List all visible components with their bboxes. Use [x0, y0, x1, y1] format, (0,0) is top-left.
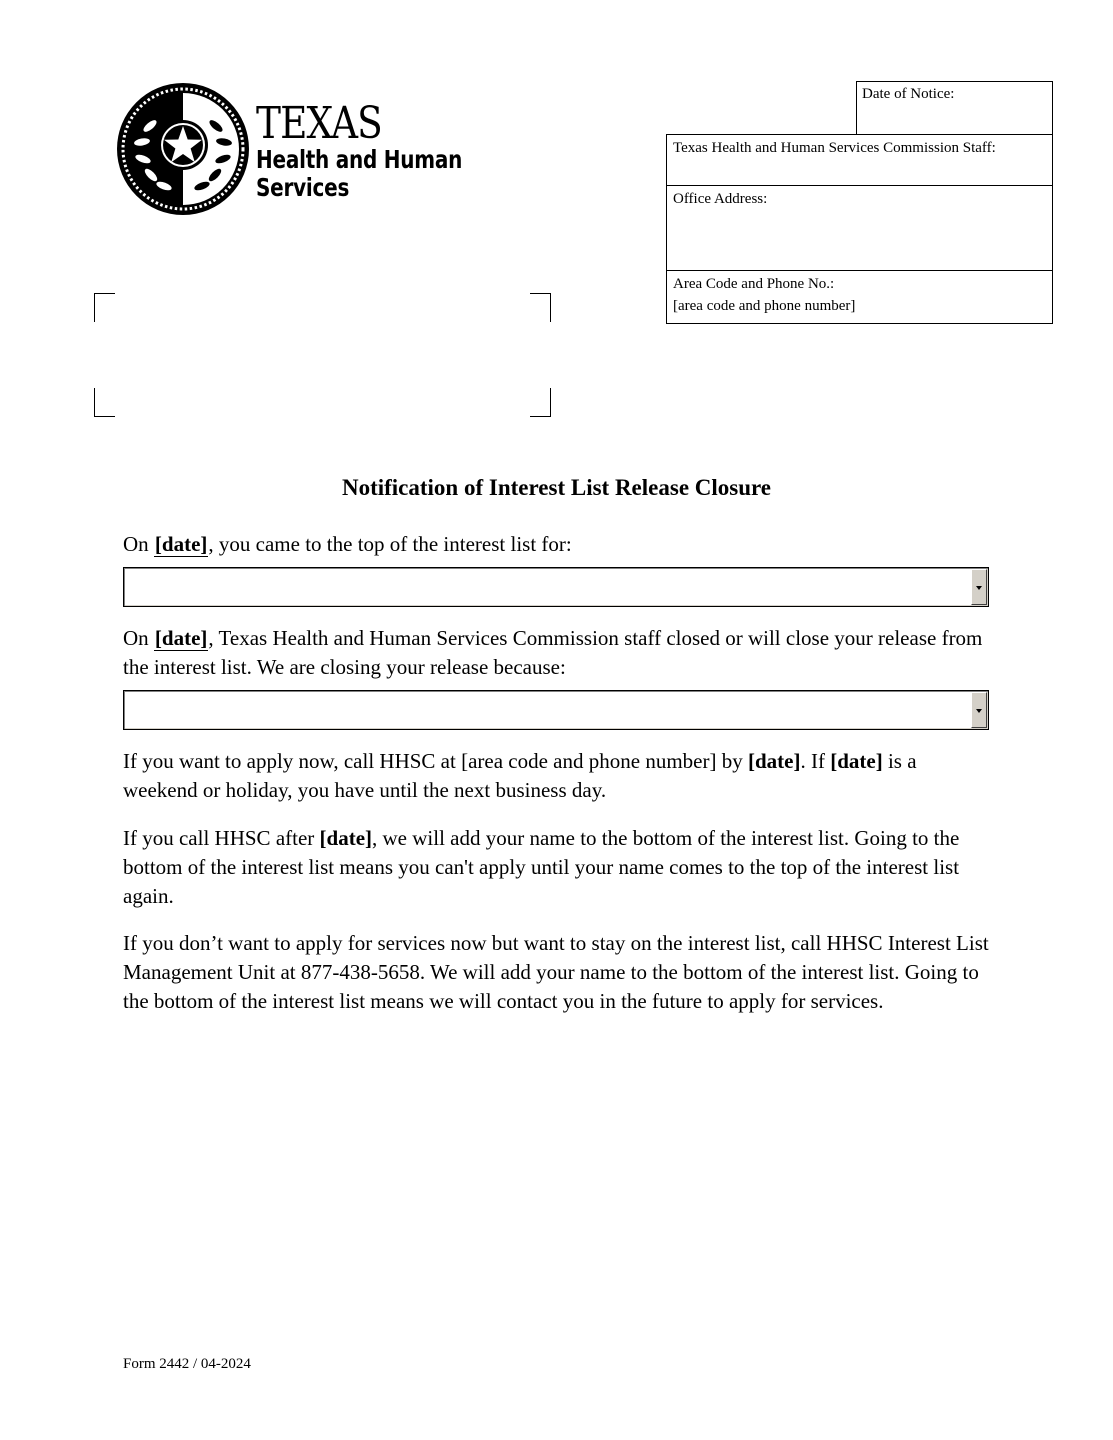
logo-subtitle-line2: Services	[256, 173, 350, 202]
text: If you call HHSC after	[123, 826, 320, 850]
text: On	[123, 626, 154, 650]
paragraph-stay-on-list: If you don’t want to apply for services now but want to stay on the interest list, call HHSC Interest List Management Unit at 877-438-5658. We will add your name to the bottom of the interest list. Going to the bottom of the interest list means we will contact you in the future to apply for services.	[123, 931, 989, 1013]
office-address-label: Office Address:	[673, 191, 768, 207]
date-field-3: [date]	[747, 749, 801, 773]
form-number: Form 2442 / 04-2024	[123, 1356, 251, 1372]
phone-field[interactable]	[667, 270, 1052, 323]
date-field-1[interactable]: [date]	[154, 532, 208, 556]
date-of-notice-box[interactable]	[856, 81, 1053, 135]
text: , we will add your name to the bottom of the interest list. Going to the bottom of the interest list means you can't apply until your name comes to the top of the interest list again.	[123, 826, 960, 908]
address-window-corner-top-right	[530, 293, 551, 322]
chevron-down-icon	[976, 709, 982, 713]
address-window-corner-bottom-right	[530, 388, 551, 417]
date-of-notice-label: Date of Notice:	[862, 86, 955, 102]
staff-label: Texas Health and Human Services Commission Staff:	[673, 140, 996, 156]
text: On	[123, 532, 154, 556]
date-field-2[interactable]: [date]	[154, 626, 208, 650]
contact-info-table	[666, 134, 1053, 324]
document-title: Notification of Interest List Release Closure	[341, 475, 772, 500]
staff-field[interactable]	[667, 135, 1052, 185]
address-window-corner-top-left	[94, 293, 115, 322]
chevron-down-icon	[976, 586, 982, 590]
date-field-5: [date]	[319, 826, 373, 850]
text: If you want to apply now, call HHSC at [area code and phone number] by	[123, 749, 748, 773]
phone-label: Area Code and Phone No.:	[673, 276, 835, 292]
paragraph-apply-now	[123, 747, 993, 805]
paragraph-release-closed	[123, 624, 993, 682]
address-window-corner-bottom-left	[94, 388, 115, 417]
dropdown-button[interactable]	[971, 569, 987, 605]
text: , you came to the top of the interest list for:	[208, 532, 572, 556]
text: , Texas Health and Human Services Commission staff closed or will close your release from the interest list. We are closing your release because:	[123, 626, 983, 679]
logo-title: TEXAS	[256, 98, 382, 149]
phone-value: [area code and phone number]	[673, 298, 856, 314]
paragraph-top-of-list	[123, 530, 993, 559]
logo-subtitle-line1: Health and Human	[256, 145, 463, 174]
interest-list-program-dropdown[interactable]	[123, 567, 989, 607]
dropdown-button[interactable]	[971, 692, 987, 728]
paragraph-late-call	[123, 824, 993, 911]
text: . If	[800, 749, 831, 773]
date-field-4: [date]	[830, 749, 883, 773]
texas-seal-icon	[116, 82, 250, 216]
text: is a weekend or holiday, you have until the next business day.	[123, 749, 917, 802]
hhs-logo	[116, 82, 461, 217]
office-address-field[interactable]	[667, 185, 1052, 270]
closure-reason-dropdown[interactable]	[123, 690, 989, 730]
